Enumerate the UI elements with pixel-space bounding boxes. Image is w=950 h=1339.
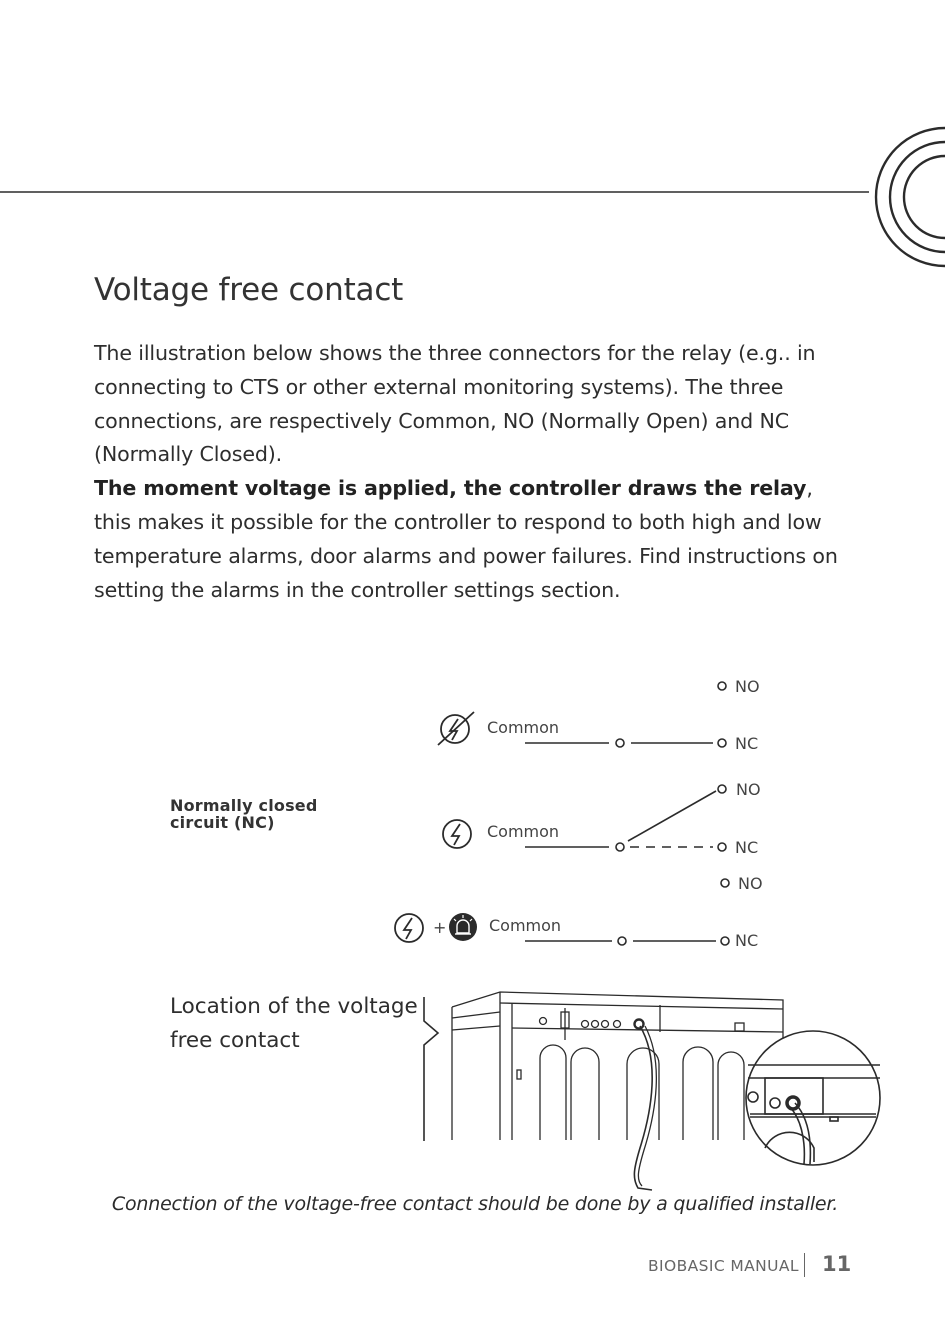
nc-circuit-label-line1: Normally closed <box>170 796 318 815</box>
location-bracket <box>424 997 438 1141</box>
common-label: Common <box>487 718 560 737</box>
no-label: NO <box>738 874 763 893</box>
no-label: NO <box>735 677 760 696</box>
relay-state-no-power <box>438 682 726 747</box>
nc-terminal <box>718 739 726 747</box>
nc-circuit-label-line2: circuit (NC) <box>170 813 275 832</box>
nc-label: NC <box>735 838 759 857</box>
cabinet-illustration <box>452 992 783 1190</box>
page-number: 11 <box>822 1252 852 1276</box>
no-terminal <box>718 682 726 690</box>
common-label: Common <box>489 916 562 935</box>
page-title: Voltage free contact <box>94 272 404 308</box>
common-terminal <box>616 843 624 851</box>
plus-sign: + <box>433 918 447 937</box>
installer-caption: Connection of the voltage-free contact should be done by a qualified installer. <box>111 1193 839 1215</box>
relay-state-power <box>443 785 726 851</box>
power-icon <box>395 914 423 942</box>
emphasis-bold: The moment voltage is applied, the controller draws the relay <box>94 476 807 501</box>
emphasis-rest: , this makes it possible for the controller to respond to both high and low temperature alarms, door alarms and power failures. Find instructions on setting the alarms in the controller settings section. <box>94 476 838 602</box>
nc-terminal <box>718 843 726 851</box>
zoom-detail <box>746 1031 880 1165</box>
common-terminal <box>618 937 626 945</box>
location-label-line2: free contact <box>170 1028 300 1053</box>
power-icon <box>443 820 471 848</box>
no-terminal <box>718 785 726 793</box>
footer-divider <box>804 1253 805 1277</box>
common-terminal <box>616 739 624 747</box>
no-label: NO <box>736 780 761 799</box>
nc-label: NC <box>735 734 759 753</box>
nc-label: NC <box>735 931 759 950</box>
intro-paragraph: The illustration below shows the three connectors for the relay (e.g.. in connecting to CTS or other external monitoring systems). The three connections, are respectively Common, NO (Normally Open) and NC (Normally Closed). <box>94 341 816 467</box>
location-label-line1: Location of the voltage <box>170 994 418 1019</box>
footer-manual-title: BIOBASIC MANUAL <box>648 1257 799 1275</box>
common-label: Common <box>487 822 560 841</box>
nc-terminal <box>721 937 729 945</box>
no-terminal <box>721 879 729 887</box>
no-power-icon <box>438 712 474 745</box>
alarm-icon <box>449 913 477 941</box>
switch-arm <box>628 791 716 841</box>
